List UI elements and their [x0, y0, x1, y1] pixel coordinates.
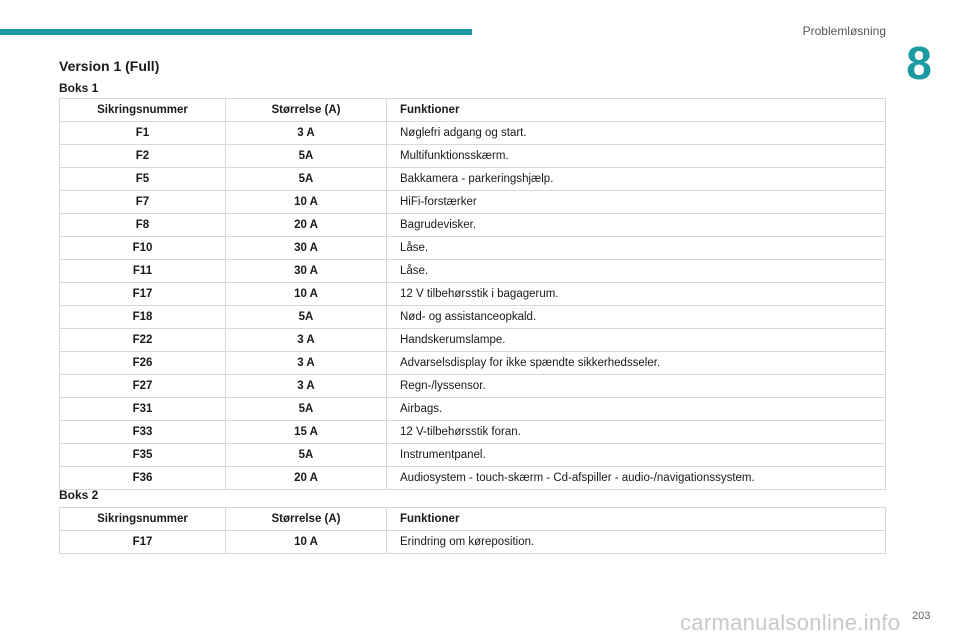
fuse-function-cell: Bagrudevisker.	[387, 214, 886, 237]
table-header-row	[60, 99, 886, 122]
fuse-function-cell: Erindring om køreposition.	[387, 531, 886, 554]
header-accent-bar	[0, 29, 472, 35]
fuse-size-cell: 3 A	[226, 329, 387, 352]
table-row	[60, 168, 886, 191]
fuse-size-cell: 3 A	[226, 352, 387, 375]
table-row	[60, 214, 886, 237]
fuse-size-cell: 3 A	[226, 122, 387, 145]
fuse-function-cell: Instrumentpanel.	[387, 444, 886, 467]
table-row	[60, 260, 886, 283]
version-title: Version 1 (Full)	[59, 58, 160, 74]
fuse-number-cell: F2	[60, 145, 226, 168]
table-row	[60, 283, 886, 306]
table-row	[60, 421, 886, 444]
fuse-function-cell: Audiosystem - touch-skærm - Cd-afspiller - audio-/navigationssystem.	[387, 467, 886, 490]
fuse-function-cell: Handskerumslampe.	[387, 329, 886, 352]
fuse-size-cell: 10 A	[226, 283, 387, 306]
page-number: 203	[912, 610, 931, 622]
fuse-function-cell: HiFi-forstærker	[387, 191, 886, 214]
fuse-number-cell: F5	[60, 168, 226, 191]
column-header-fuse-number: Sikringsnummer	[60, 508, 226, 531]
fuse-size-cell: 15 A	[226, 421, 387, 444]
fuse-function-cell: Multifunktionsskærm.	[387, 145, 886, 168]
fuse-function-cell: Airbags.	[387, 398, 886, 421]
fuse-function-cell: Advarselsdisplay for ikke spændte sikkerhedsseler.	[387, 352, 886, 375]
fuse-number-cell: F7	[60, 191, 226, 214]
fuse-size-cell: 30 A	[226, 237, 387, 260]
fuse-size-cell: 20 A	[226, 467, 387, 490]
table-row	[60, 352, 886, 375]
fuse-number-cell: F8	[60, 214, 226, 237]
fuse-size-cell: 5A	[226, 306, 387, 329]
box2-table-body	[60, 531, 886, 554]
box1-label: Boks 1	[59, 81, 99, 95]
fuse-size-cell: 5A	[226, 145, 387, 168]
fuse-function-cell: Nød- og assistanceopkald.	[387, 306, 886, 329]
chapter-number: 8	[906, 37, 932, 89]
fuse-size-cell: 30 A	[226, 260, 387, 283]
table-row	[60, 444, 886, 467]
fuse-size-cell: 20 A	[226, 214, 387, 237]
fuse-number-cell: F18	[60, 306, 226, 329]
fuse-function-cell: 12 V-tilbehørsstik foran.	[387, 421, 886, 444]
fuse-size-cell: 3 A	[226, 375, 387, 398]
table-header-row	[60, 508, 886, 531]
fuse-function-cell: 12 V tilbehørsstik i bagagerum.	[387, 283, 886, 306]
fuse-number-cell: F11	[60, 260, 226, 283]
fuse-function-cell: Bakkamera - parkeringshjælp.	[387, 168, 886, 191]
table-row	[60, 329, 886, 352]
column-header-size: Størrelse (A)	[226, 508, 387, 531]
column-header-fuse-number: Sikringsnummer	[60, 99, 226, 122]
column-header-functions: Funktioner	[387, 508, 886, 531]
fuse-function-cell: Låse.	[387, 237, 886, 260]
fuse-number-cell: F26	[60, 352, 226, 375]
table-row	[60, 122, 886, 145]
fuse-function-cell: Nøglefri adgang og start.	[387, 122, 886, 145]
fuse-function-cell: Låse.	[387, 260, 886, 283]
column-header-functions: Funktioner	[387, 99, 886, 122]
table-row	[60, 467, 886, 490]
fuse-number-cell: F36	[60, 467, 226, 490]
fuse-number-cell: F27	[60, 375, 226, 398]
table-row	[60, 531, 886, 554]
table-row	[60, 145, 886, 168]
column-header-size: Størrelse (A)	[226, 99, 387, 122]
table-row	[60, 375, 886, 398]
fuse-size-cell: 10 A	[226, 531, 387, 554]
box2-fuse-table	[59, 507, 886, 554]
section-title: Problemløsning	[802, 24, 886, 38]
fuse-number-cell: F31	[60, 398, 226, 421]
table-row	[60, 306, 886, 329]
box1-table-body	[60, 122, 886, 490]
fuse-number-cell: F10	[60, 237, 226, 260]
fuse-number-cell: F22	[60, 329, 226, 352]
fuse-number-cell: F17	[60, 531, 226, 554]
table-row	[60, 191, 886, 214]
box1-fuse-table	[59, 98, 886, 490]
fuse-number-cell: F35	[60, 444, 226, 467]
fuse-number-cell: F17	[60, 283, 226, 306]
table-row	[60, 398, 886, 421]
fuse-number-cell: F1	[60, 122, 226, 145]
fuse-size-cell: 5A	[226, 444, 387, 467]
box2-label: Boks 2	[59, 488, 99, 502]
fuse-function-cell: Regn-/lyssensor.	[387, 375, 886, 398]
fuse-number-cell: F33	[60, 421, 226, 444]
watermark: carmanualsonline.info	[680, 610, 901, 635]
fuse-size-cell: 5A	[226, 168, 387, 191]
fuse-size-cell: 5A	[226, 398, 387, 421]
fuse-size-cell: 10 A	[226, 191, 387, 214]
table-row	[60, 237, 886, 260]
